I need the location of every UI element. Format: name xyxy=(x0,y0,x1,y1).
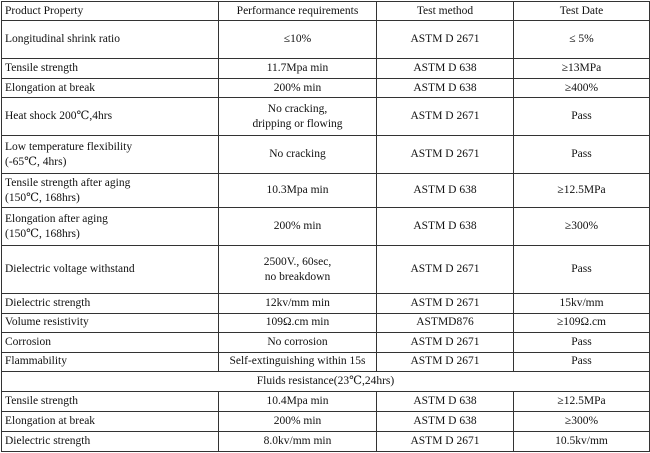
date-cell: ≤ 5% xyxy=(514,21,650,59)
requirement-cell: 10.3Mpa min xyxy=(219,174,377,208)
property-line: Elongation after aging xyxy=(5,212,108,225)
requirement-cell: 12kv/mm min xyxy=(219,293,377,313)
date-cell: ≥12.5MPa xyxy=(514,391,650,411)
property-cell: Volume resistivity xyxy=(2,313,219,332)
method-cell: ASTM D 2671 xyxy=(377,136,514,174)
requirement-cell: 200% min xyxy=(219,208,377,246)
requirement-cell: 10.4Mpa min xyxy=(219,391,377,411)
table-row xyxy=(2,293,650,313)
table-row xyxy=(2,79,650,98)
date-cell: Pass xyxy=(514,352,650,371)
section-row xyxy=(2,371,650,391)
method-cell: ASTM D 2671 xyxy=(377,21,514,59)
method-cell: ASTMD876 xyxy=(377,313,514,332)
requirement-line: no breakdown xyxy=(264,270,331,283)
requirement-cell: 109Ω.cm min xyxy=(219,313,377,332)
property-cell xyxy=(2,136,219,174)
method-cell: ASTM D 638 xyxy=(377,391,514,411)
date-cell: ≥109Ω.cm xyxy=(514,313,650,332)
property-line: Tensile strength after aging xyxy=(5,176,131,189)
date-cell: Pass xyxy=(514,136,650,174)
method-cell: ASTM D 2671 xyxy=(377,293,514,313)
header-performance-requirements: Performance requirements xyxy=(219,2,377,21)
method-cell: ASTM D 638 xyxy=(377,59,514,79)
requirement-cell xyxy=(219,246,377,293)
table-row xyxy=(2,246,650,293)
property-line: Low temperature flexibility xyxy=(5,140,133,153)
property-cell: Heat shock 200℃,4hrs xyxy=(2,98,219,136)
method-cell: ASTM D 638 xyxy=(377,208,514,246)
requirement-line: No cracking, xyxy=(267,102,328,115)
method-cell: ASTM D 2671 xyxy=(377,98,514,136)
requirement-cell: No cracking xyxy=(219,136,377,174)
method-cell: ASTM D 2671 xyxy=(377,332,514,352)
table-header-row xyxy=(2,2,650,21)
date-cell: ≥400% xyxy=(514,79,650,98)
property-cell: Corrosion xyxy=(2,332,219,352)
requirement-line: dripping or flowing xyxy=(252,117,343,130)
table-row xyxy=(2,174,650,208)
date-cell: ≥12.5MPa xyxy=(514,174,650,208)
date-cell: 15kv/mm xyxy=(514,293,650,313)
method-cell: ASTM D 638 xyxy=(377,411,514,431)
product-property-table xyxy=(1,1,650,452)
method-cell: ASTM D 2671 xyxy=(377,246,514,293)
property-line: (150℃, 168hrs) xyxy=(5,227,80,240)
date-cell: Pass xyxy=(514,332,650,352)
table-row xyxy=(2,21,650,59)
requirement-cell: Self-extinguishing within 15s xyxy=(219,352,377,371)
method-cell: ASTM D 2671 xyxy=(377,352,514,371)
property-line: (150℃, 168hrs) xyxy=(5,191,80,204)
property-cell: Flammability xyxy=(2,352,219,371)
property-cell: Dielectric strength xyxy=(2,431,219,451)
requirement-cell xyxy=(219,98,377,136)
table-row xyxy=(2,411,650,431)
method-cell: ASTM D 2671 xyxy=(377,431,514,451)
property-cell: Longitudinal shrink ratio xyxy=(2,21,219,59)
method-cell: ASTM D 638 xyxy=(377,174,514,208)
requirement-cell: ≤10% xyxy=(219,21,377,59)
table-row xyxy=(2,391,650,411)
table-row xyxy=(2,352,650,371)
requirement-cell: 11.7Mpa min xyxy=(219,59,377,79)
table-row xyxy=(2,208,650,246)
requirement-line: 2500V., 60sec, xyxy=(263,255,332,268)
date-cell: Pass xyxy=(514,98,650,136)
property-cell: Elongation at break xyxy=(2,79,219,98)
requirement-cell: 200% min xyxy=(219,411,377,431)
requirement-cell: 8.0kv/mm min xyxy=(219,431,377,451)
property-cell xyxy=(2,208,219,246)
table-row xyxy=(2,136,650,174)
requirement-cell: 200% min xyxy=(219,79,377,98)
table-row xyxy=(2,431,650,451)
property-cell xyxy=(2,174,219,208)
date-cell: ≥13MPa xyxy=(514,59,650,79)
property-cell: Tensile strength xyxy=(2,59,219,79)
property-cell: Dielectric voltage withstand xyxy=(2,246,219,293)
property-cell: Tensile strength xyxy=(2,391,219,411)
property-cell: Dielectric strength xyxy=(2,293,219,313)
date-cell: ≥300% xyxy=(514,208,650,246)
method-cell: ASTM D 638 xyxy=(377,79,514,98)
table-row xyxy=(2,98,650,136)
date-cell: ≥300% xyxy=(514,411,650,431)
header-product-property: Product Property xyxy=(2,2,219,21)
table-row xyxy=(2,313,650,332)
date-cell: 10.5kv/mm xyxy=(514,431,650,451)
date-cell: Pass xyxy=(514,246,650,293)
table-row xyxy=(2,59,650,79)
section-title: Fluids resistance(23℃,24hrs) xyxy=(2,371,650,391)
header-test-method: Test method xyxy=(377,2,514,21)
requirement-cell: No corrosion xyxy=(219,332,377,352)
header-test-date: Test Date xyxy=(514,2,650,21)
table-row xyxy=(2,332,650,352)
property-line: (-65℃, 4hrs) xyxy=(5,155,67,168)
property-cell: Elongation at break xyxy=(2,411,219,431)
